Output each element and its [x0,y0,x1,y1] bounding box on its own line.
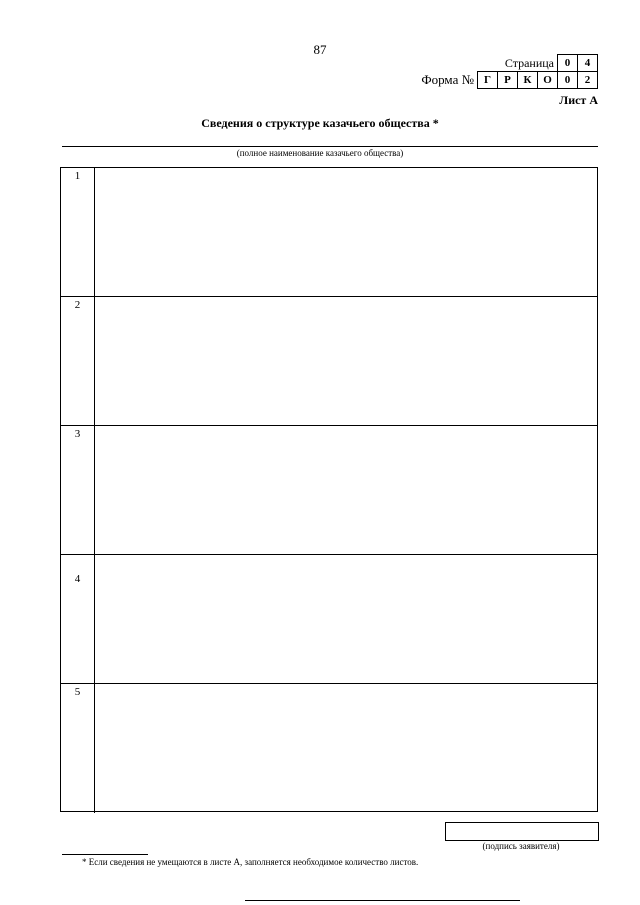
section-number-cell [61,555,95,684]
page-label: Страница [504,55,554,70]
page-title: Сведения о структуре казачьего общества * [201,116,439,130]
page-cell[interactable]: 0 [557,54,578,72]
section-number-cell [61,684,95,813]
form-code [421,71,598,89]
page-cell[interactable]: 4 [577,54,598,72]
section [61,425,597,555]
society-name-field[interactable] [62,146,598,147]
form-cell[interactable]: О [537,71,558,89]
section-number-cell [61,168,95,296]
section-number-cell [61,426,95,555]
section [61,168,597,296]
section [61,554,597,684]
section [61,296,597,426]
page-code [505,54,598,72]
section-number: 4 [74,573,81,585]
signature-caption: (подпись заявителя) [482,841,560,851]
structure-table [60,167,598,812]
section-number: 3 [74,428,81,440]
form-cell[interactable]: 2 [577,71,598,89]
footnote: * Если сведения не умещаются в листе А, заполняется необходимое количество листов. [82,857,419,867]
signature-field[interactable] [445,822,599,841]
sheet-label: Лист А [559,93,598,107]
bottom-divider [245,900,520,901]
form-cell[interactable]: К [517,71,538,89]
section-number-cell [61,297,95,426]
page-number: 87 [313,42,327,57]
form-label: Форма № [421,72,474,87]
section [61,683,597,813]
footnote-divider [62,854,148,855]
society-name-caption: (полное наименование казачьего общества) [236,148,404,158]
form-cell[interactable]: Р [497,71,518,89]
form-cell[interactable]: 0 [557,71,578,89]
section-number: 1 [74,170,81,182]
form-cell[interactable]: Г [477,71,498,89]
section-number: 5 [74,686,81,698]
section-number: 2 [74,299,81,311]
